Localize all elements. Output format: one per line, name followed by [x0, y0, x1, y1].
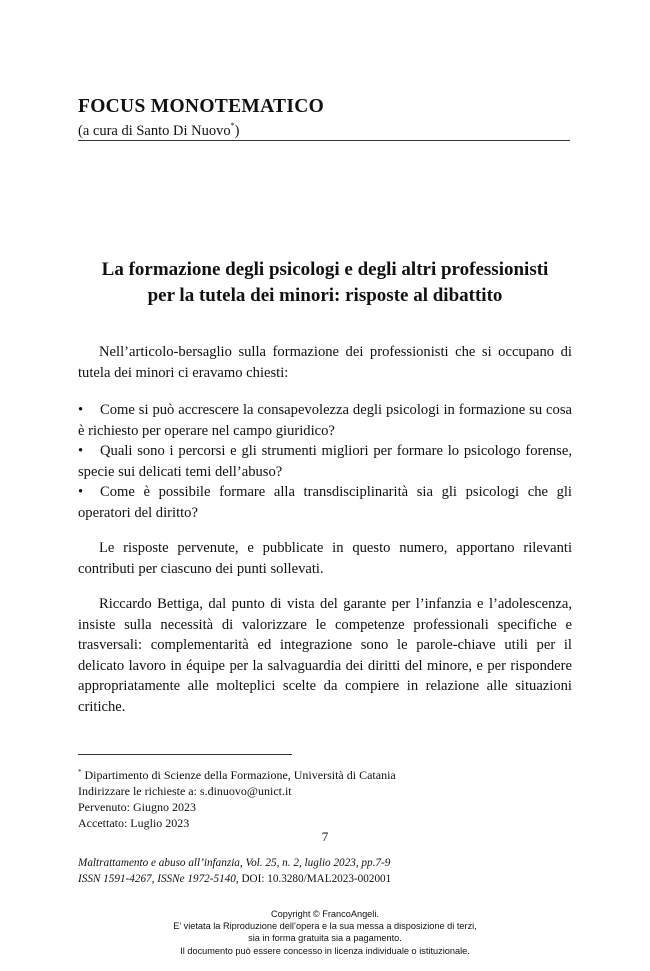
affiliation-text: Dipartimento di Scienze della Formazione, Università di Catania — [81, 768, 396, 782]
bullet-glyph: • — [78, 402, 84, 418]
footnote-contact: Indirizzare le richieste a: s.dinuovo@unict.it — [78, 784, 292, 798]
header-rule — [78, 140, 570, 141]
curator-close: ) — [234, 122, 240, 139]
paragraph-3-text: Riccardo Bettiga, dal punto di vista del garante per l’infanzia e l’adolescenza, insiste sulla necessità di valorizzare le competenze professionali specifiche e trasversali: complementarità ed integrazione sono le parole-chiave utili per il delicato lavoro in équipe per la salvaguardia dei diritti del minore, e per rispondere appropriatamente alle molteplici scelte da compiere in relazione alle situazioni critiche. — [78, 596, 572, 715]
list-item-text: Come è possibile formare alla transdisciplinarità sia gli psicologi che gli operatori del diritto? — [78, 484, 572, 521]
list-item-text: Quali sono i percorsi e gli strumenti migliori per formare lo psicologo forense, specie sui delicati temi dell’abuso? — [78, 443, 572, 480]
list-item-text: Come si può accrescere la consapevolezza degli psicologi in formazione su cosa è richiesto per operare nel campo giuridico? — [78, 402, 572, 439]
page-number: 7 — [321, 829, 329, 844]
footnotes — [78, 764, 396, 831]
journal-citation-text: Maltrattamento e abuso all’infanzia, Vol. 25, n. 2, luglio 2023, pp.7-9 — [78, 857, 391, 869]
journal-citation — [78, 855, 391, 871]
copyright-line-2: E’ vietata la Riproduzione dell’opera e la sua messa a disposizione di terzi, — [173, 921, 477, 932]
footnote-marker: * — [230, 121, 235, 130]
bullet-glyph: • — [78, 443, 84, 459]
journal-issn-doi — [78, 871, 391, 887]
section-title: FOCUS MONOTEMATICO — [78, 96, 325, 117]
intro-paragraph — [78, 342, 572, 383]
footnote-rule — [78, 754, 292, 755]
intro-text: Nell’articolo-bersaglio sulla formazione dei professionisti che si occupano di tutela dei minori ci eravamo chiesti: — [78, 344, 572, 381]
copyright-notice — [0, 908, 650, 957]
journal-issn: ISSN 1591-4267, ISSNe 1972-5140, — [78, 873, 239, 885]
list-item — [78, 441, 572, 482]
curator-line — [78, 122, 239, 140]
list-item — [78, 482, 572, 523]
article-title-line-1: La formazione degli psicologi e degli altri professionisti — [101, 259, 549, 280]
footnote-received: Pervenuto: Giugno 2023 — [78, 800, 196, 814]
footnote-marker: * — [78, 768, 82, 776]
footnote-affiliation — [78, 764, 396, 783]
paragraph-3 — [78, 594, 572, 717]
footnote-accepted: Accettato: Luglio 2023 — [78, 816, 190, 830]
copyright-line-4: Il documento può essere concesso in licenza individuale o istituzionale. — [180, 945, 470, 956]
curator-text: (a cura di Santo Di Nuovo — [78, 122, 231, 139]
article-title — [60, 257, 590, 309]
paragraph-2-text: Le risposte pervenute, e pubblicate in questo numero, apportano rilevanti contributi per ciascuno dei punti sollevati. — [78, 540, 572, 577]
question-list — [78, 400, 572, 523]
article-title-line-2: per la tutela dei minori: risposte al dibattito — [147, 285, 503, 306]
paragraph-2 — [78, 538, 572, 579]
journal-info — [78, 855, 391, 887]
list-item — [78, 400, 572, 441]
copyright-line-3: sia in forma gratuita sia a pagamento. — [248, 933, 402, 944]
bullet-glyph: • — [78, 484, 84, 500]
journal-doi: DOI: 10.3280/MAL2023-002001 — [238, 873, 392, 885]
copyright-line-1: Copyright © FrancoAngeli. — [271, 909, 379, 919]
